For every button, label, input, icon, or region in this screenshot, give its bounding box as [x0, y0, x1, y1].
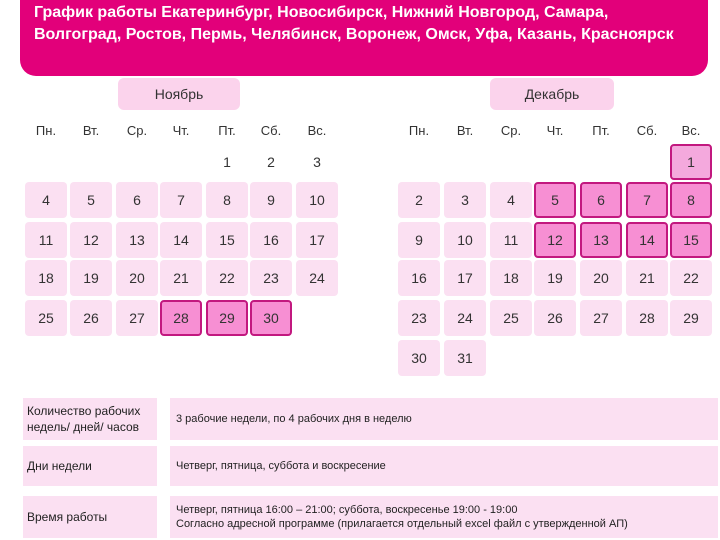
weekday-header: Пн. [35, 122, 57, 138]
calendar-day-cell: 31 [444, 340, 486, 376]
weekday-header: Ср. [500, 122, 522, 138]
calendar-day-cell: 28 [626, 300, 668, 336]
info-label-time: Время работы [23, 496, 157, 538]
calendar-day-cell: 14 [626, 222, 668, 258]
calendar-day-cell: 5 [70, 182, 112, 218]
info-label-weeks: Количество рабочих недель/ дней/ часов [23, 398, 157, 440]
calendar-day-cell: 7 [160, 182, 202, 218]
weekday-header: Пт. [218, 122, 236, 138]
month-title-december: Декабрь [490, 78, 614, 110]
calendar-day-cell: 27 [116, 300, 158, 336]
calendar-day-cell: 2 [267, 154, 275, 170]
calendar-day-cell: 22 [206, 260, 248, 296]
info-value-time-line-2: Согласно адресной программе (прилагается отдельный excel файл с утвержденной АП) [176, 518, 628, 530]
calendar-day-cell: 23 [398, 300, 440, 336]
calendar-day-cell: 12 [70, 222, 112, 258]
calendar-day-cell: 25 [490, 300, 532, 336]
calendar-day-cell: 29 [670, 300, 712, 336]
calendar-day-cell: 8 [206, 182, 248, 218]
info-value-days [170, 446, 718, 486]
calendar-day-cell: 5 [534, 182, 576, 218]
calendar-day-cell: 25 [25, 300, 67, 336]
weekday-header: Чт. [546, 122, 564, 138]
calendar-day-cell: 22 [670, 260, 712, 296]
calendar-day-cell: 6 [580, 182, 622, 218]
calendar-day-cell: 18 [25, 260, 67, 296]
page-title: График работы Екатеринбург, Новосибирск, Нижний Новгород, Самара, Волгоград, Ростов, Пермь, Челябинск, Воронеж, Омск, Уфа, Казань, Красноярск [34, 4, 674, 43]
info-value-time-line-1: Четверг, пятница 16:00 – 21:00; суббота, воскресенье 19:00 - 19:00 [176, 504, 518, 516]
weekday-header: Вт. [82, 122, 100, 138]
weekday-header: Вс. [307, 122, 327, 138]
calendar-day-cell: 27 [580, 300, 622, 336]
calendar-day-cell: 6 [116, 182, 158, 218]
info-value-days-text: Четверг, пятница, суббота и воскресение [176, 460, 386, 472]
calendar-day-cell: 3 [444, 182, 486, 218]
calendar-day-cell: 11 [490, 222, 532, 258]
header-banner [20, 0, 708, 76]
calendar-day-cell: 20 [580, 260, 622, 296]
weekday-header: Пн. [408, 122, 430, 138]
calendar-day-cell: 9 [398, 222, 440, 258]
info-value-weeks [170, 398, 718, 440]
calendar-day-cell: 8 [670, 182, 712, 218]
calendar-day-cell: 19 [70, 260, 112, 296]
weekday-header: Вт. [456, 122, 474, 138]
calendar-day-cell: 15 [206, 222, 248, 258]
calendar-day-cell: 28 [160, 300, 202, 336]
weekday-header: Ср. [126, 122, 148, 138]
calendar-day-cell: 21 [626, 260, 668, 296]
info-label-days: Дни недели [23, 446, 157, 486]
month-title-november: Ноябрь [118, 78, 240, 110]
calendar-day-cell: 13 [580, 222, 622, 258]
calendar-day-cell: 2 [398, 182, 440, 218]
calendar-day-cell: 23 [250, 260, 292, 296]
calendar-day-cell: 4 [490, 182, 532, 218]
calendar-day-cell: 9 [250, 182, 292, 218]
calendar-day-cell: 16 [250, 222, 292, 258]
calendar-day-cell: 20 [116, 260, 158, 296]
calendar-day-cell: 10 [296, 182, 338, 218]
calendar-day-cell: 15 [670, 222, 712, 258]
calendar-day-cell: 12 [534, 222, 576, 258]
calendar-day-cell: 4 [25, 182, 67, 218]
calendar-day-cell: 14 [160, 222, 202, 258]
calendar-day-cell: 7 [626, 182, 668, 218]
weekday-header: Сб. [636, 122, 658, 138]
calendar-day-cell: 3 [313, 154, 321, 170]
calendar-day-cell: 21 [160, 260, 202, 296]
weekday-header: Сб. [260, 122, 282, 138]
calendar-day-cell: 24 [444, 300, 486, 336]
calendar-day-cell: 10 [444, 222, 486, 258]
info-value-weeks-text: 3 рабочие недели, по 4 рабочих дня в неделю [176, 413, 412, 425]
calendar-day-cell: 30 [250, 300, 292, 336]
calendar-day-cell: 30 [398, 340, 440, 376]
calendar-day-cell: 18 [490, 260, 532, 296]
calendar-day-cell: 16 [398, 260, 440, 296]
calendar-day-cell: 13 [116, 222, 158, 258]
calendar-day-cell: 1 [223, 154, 231, 170]
calendar-day-cell: 26 [534, 300, 576, 336]
calendar-day-cell: 29 [206, 300, 248, 336]
weekday-header: Пт. [592, 122, 610, 138]
weekday-header: Вс. [681, 122, 701, 138]
calendar-day-cell: 11 [25, 222, 67, 258]
calendar-day-cell: 17 [296, 222, 338, 258]
calendar-day-cell: 26 [70, 300, 112, 336]
calendar-day-cell: 19 [534, 260, 576, 296]
calendar-day-cell: 24 [296, 260, 338, 296]
calendar-day-cell: 17 [444, 260, 486, 296]
calendar-day-cell: 1 [670, 144, 712, 180]
info-value-time [170, 496, 718, 538]
weekday-header: Чт. [172, 122, 190, 138]
